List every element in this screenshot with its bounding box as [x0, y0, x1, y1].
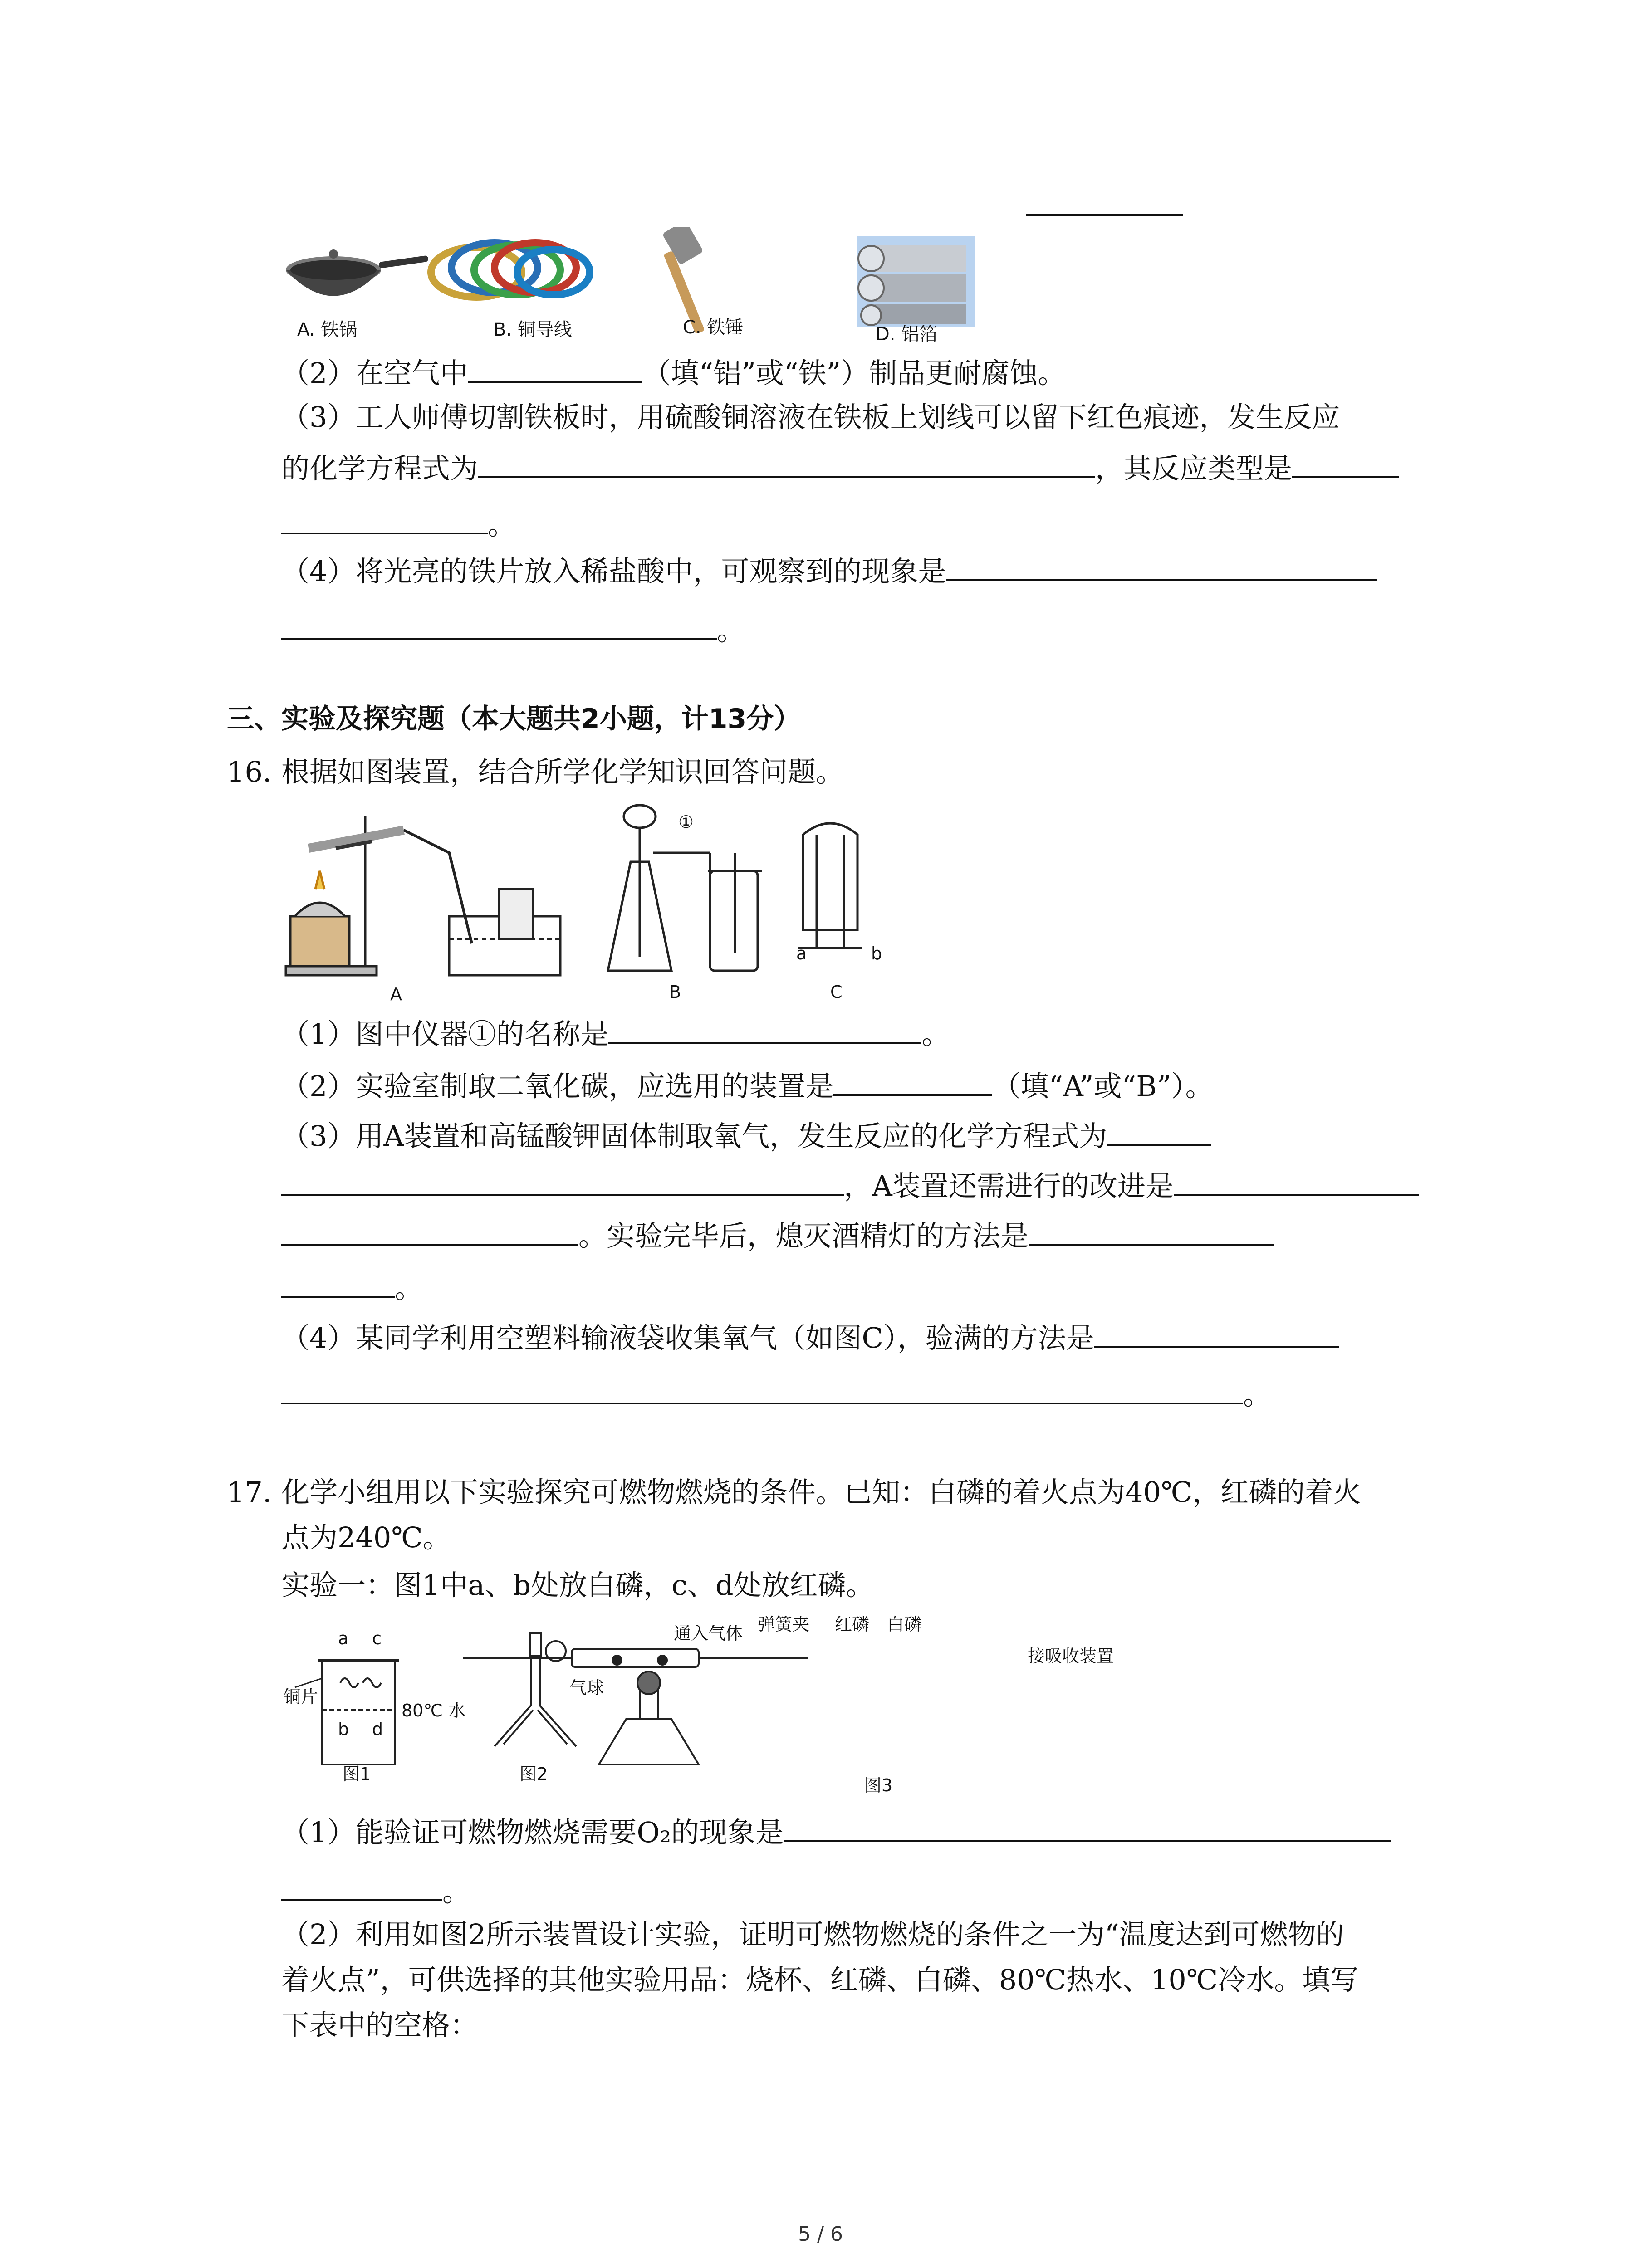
- answer-blank[interactable]: [1174, 1166, 1419, 1196]
- caption-hammer: C. 铁锤: [683, 317, 744, 338]
- fig3-label-clip: 弹簧夹: [758, 1614, 810, 1634]
- label-instrument-1: ①: [678, 812, 694, 832]
- q15-part3-line1: （3）工人师傅切割铁板时，用硫酸铜溶液在铁板上划线可以留下红色痕迹，发生反应: [281, 401, 1340, 434]
- fig3-label-red-p: 红磷: [835, 1614, 870, 1634]
- q16-part3-prefix: （3）用A装置和高锰酸钾固体制取氧气，发生反应的化学方程式为: [281, 1119, 1107, 1153]
- label-tube-b: b: [871, 943, 882, 963]
- q17-stem-line2: 点为240℃。: [281, 1521, 451, 1554]
- apparatus-a: [286, 816, 560, 975]
- q16-part3-line3-text: 。实验完毕后，熄灭酒精灯的方法是: [578, 1219, 1029, 1252]
- q15-part4-line2: [281, 610, 745, 649]
- answer-blank[interactable]: [784, 1812, 1391, 1842]
- answer-blank[interactable]: [1292, 448, 1399, 478]
- answer-blank[interactable]: [281, 1871, 442, 1901]
- answer-blank[interactable]: [281, 1166, 844, 1196]
- fig1-label-d: d: [372, 1719, 383, 1739]
- q15-part4-end: 。: [717, 614, 745, 647]
- q15-part3-prefix: 的化学方程式为: [281, 452, 479, 485]
- fig3-label-gas-in: 通入气体: [674, 1623, 743, 1643]
- q17-number: 17.: [227, 1476, 272, 1509]
- label-c-apparatus: C: [830, 982, 843, 1002]
- q16-apparatus-figure: [281, 798, 916, 1007]
- fig1-label-water: 80℃ 水: [402, 1701, 466, 1721]
- q17-stem-line1: 化学小组用以下实验探究可燃物燃烧的条件。已知：白磷的着火点为40℃，红磷的着火: [281, 1476, 1362, 1509]
- caption-copper-wire: B. 铜导线: [494, 319, 572, 340]
- fig1-label-b: b: [338, 1719, 349, 1739]
- q16-part4-line1: [281, 1318, 1339, 1356]
- q16-part3-line2: [281, 1166, 1419, 1204]
- answer-blank[interactable]: [281, 504, 488, 534]
- fig3-label-absorber: 接吸收装置: [1028, 1646, 1114, 1666]
- fig1-label-c: c: [372, 1628, 382, 1648]
- q17-part1-line1: [281, 1812, 1391, 1851]
- fig2-caption: 图2: [519, 1764, 548, 1784]
- q16-part2: [281, 1066, 1213, 1105]
- caption-aluminium-foil: D. 铝箔: [876, 324, 938, 345]
- q17-part2-line2: 着火点”，可供选择的其他实验用品：烧杯、红磷、白磷、80℃热水、10℃冷水。填写: [281, 1963, 1359, 1996]
- figure2-y-tube: [495, 1633, 576, 1746]
- answer-blank[interactable]: [1107, 1116, 1211, 1146]
- q15-part3-end: 。: [488, 508, 516, 541]
- answer-blank[interactable]: [1029, 1216, 1274, 1246]
- q15-part3-mid: ，其反应类型是: [1095, 452, 1293, 485]
- q15-part2: [281, 353, 1066, 391]
- answer-blank[interactable]: [281, 1268, 395, 1298]
- section3-title: 三、实验及探究题（本大题共2小题，计13分）: [227, 703, 801, 735]
- q16-part4-prefix: （4）某同学利用空塑料输液袋收集氧气（如图C），验满的方法是: [281, 1321, 1094, 1354]
- q15-part3-line2: [281, 448, 1399, 487]
- apparatus-c: [798, 823, 862, 948]
- answer-blank[interactable]: [833, 1066, 992, 1096]
- q16-number: 16.: [227, 755, 272, 788]
- fig1-label-a: a: [338, 1628, 349, 1648]
- label-b-apparatus: B: [669, 982, 681, 1002]
- wok-image: [286, 249, 429, 296]
- fig3-caption: 图3: [864, 1775, 893, 1795]
- q15-part2-prefix: （2）在空气中: [281, 357, 468, 390]
- q16-part1-prefix: （1）图中仪器①的名称是: [281, 1017, 609, 1051]
- answer-blank[interactable]: [468, 353, 642, 383]
- q16-part1-end: 。: [921, 1017, 950, 1051]
- page-number: 5 / 6: [798, 2223, 843, 2246]
- q16-part4-line2: [281, 1374, 1271, 1413]
- answer-blank[interactable]: [478, 448, 1095, 478]
- q15-part3-line3: [281, 504, 516, 543]
- fig3-label-white-p: 白磷: [887, 1614, 922, 1634]
- q17-part1-line2: [281, 1871, 470, 1910]
- copper-wire-image: [431, 243, 590, 297]
- q16-part4-end: 。: [1243, 1378, 1272, 1411]
- q16-part1: [281, 1014, 950, 1052]
- figure1-beaker: [295, 1660, 399, 1765]
- answer-blank[interactable]: [281, 1374, 1243, 1404]
- q16-part3-line4: [281, 1268, 423, 1306]
- figure3-tube-apparatus: [463, 1649, 808, 1765]
- q16-part2-suffix: （填“A”或“B”）。: [992, 1070, 1214, 1103]
- caption-wok: A. 铁锅: [297, 319, 358, 340]
- q15-part2-suffix: （填“铝”或“铁”）制品更耐腐蚀。: [642, 357, 1066, 390]
- q15-part4-line1: [281, 551, 1377, 590]
- q16-stem: 根据如图装置，结合所学化学知识回答问题。: [281, 755, 844, 788]
- answer-blank[interactable]: [1026, 214, 1183, 216]
- label-tube-a: a: [796, 943, 807, 963]
- answer-blank[interactable]: [281, 610, 717, 640]
- answer-blank[interactable]: [281, 1216, 578, 1246]
- q16-part3-end: 。: [395, 1271, 423, 1305]
- fig2-label-balloon: 气球: [569, 1678, 604, 1698]
- answer-blank[interactable]: [608, 1014, 921, 1044]
- q16-part2-prefix: （2）实验室制取二氧化碳，应选用的装置是: [281, 1070, 834, 1103]
- fig1-caption: 图1: [343, 1764, 371, 1784]
- q16-part3-line1: [281, 1116, 1211, 1154]
- q16-part3-line3: [281, 1216, 1274, 1254]
- q17-part1-end: 。: [442, 1875, 471, 1908]
- q17-part2-line1: （2）利用如图2所示装置设计实验，证明可燃物燃烧的条件之一为“温度达到可燃物的: [281, 1918, 1344, 1951]
- q17-part1-prefix: （1）能验证可燃物燃烧需要O₂的现象是: [281, 1816, 784, 1849]
- label-a-apparatus: A: [390, 984, 402, 1004]
- answer-blank[interactable]: [1094, 1318, 1339, 1348]
- q17-experiment1: 实验一：图1中a、b处放白磷，c、d处放红磷。: [281, 1569, 874, 1602]
- answer-blank[interactable]: [946, 551, 1377, 581]
- q16-part3-mid: ，A装置还需进行的改进是: [844, 1169, 1174, 1202]
- q15-part4-prefix: （4）将光亮的铁片放入稀盐酸中，可观察到的现象是: [281, 555, 946, 588]
- q17-part2-line3: 下表中的空格：: [281, 2009, 479, 2042]
- fig1-label-copper: 铜片: [284, 1687, 318, 1707]
- aluminium-foil-image: [857, 236, 975, 327]
